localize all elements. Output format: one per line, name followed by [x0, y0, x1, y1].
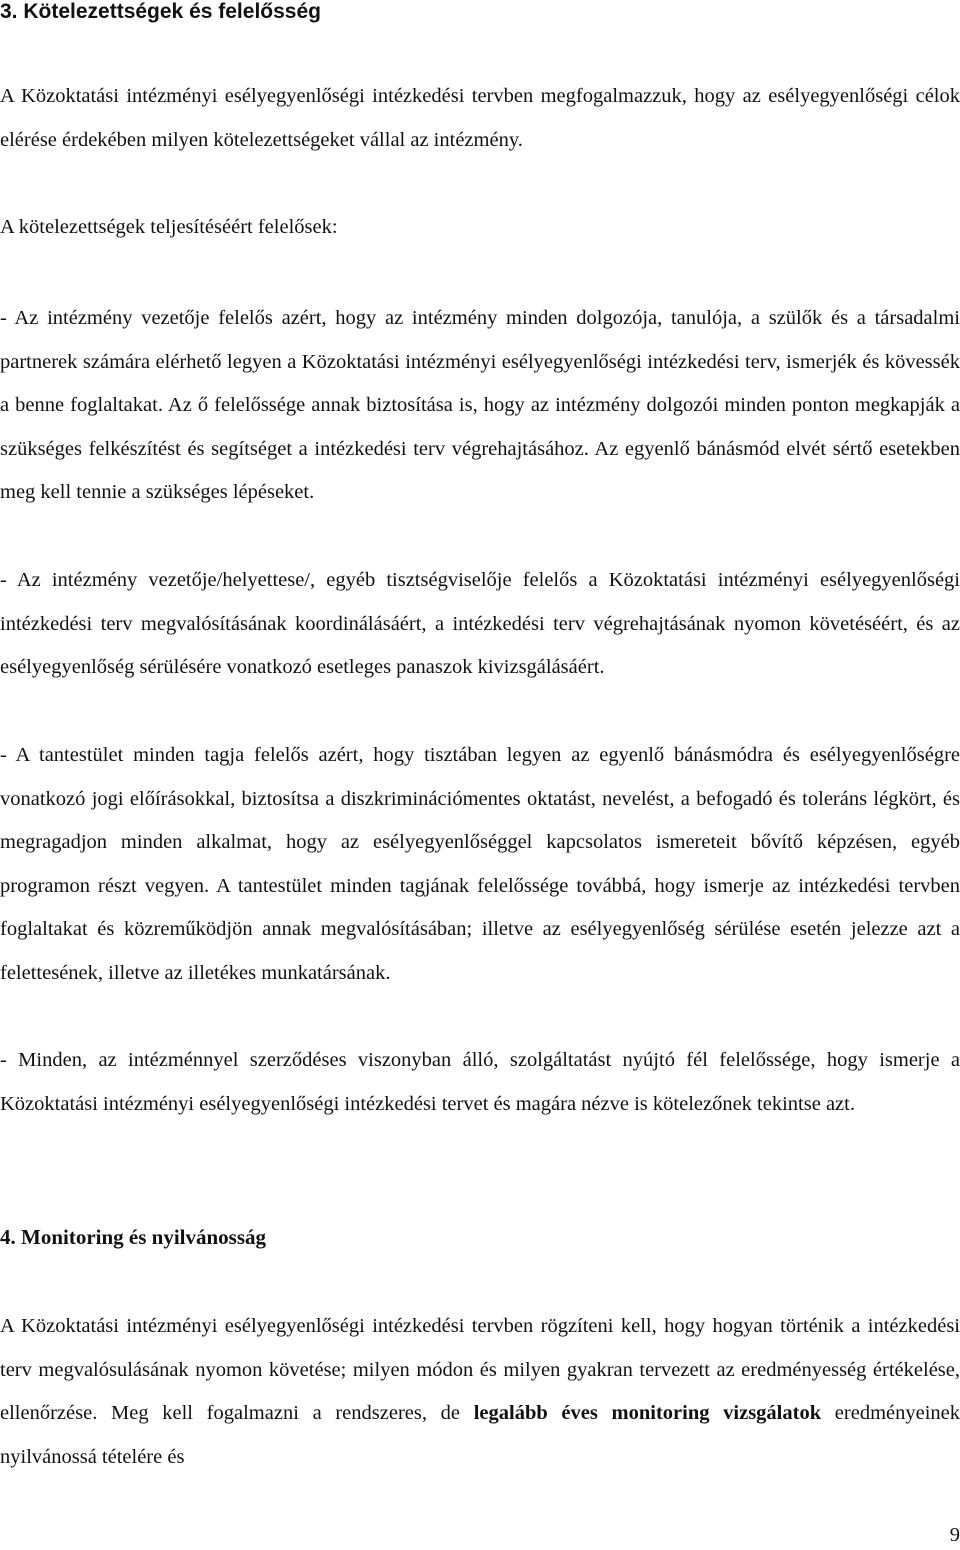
section-3-intro: A Közoktatási intézményi esélyegyenlőségi intézkedési tervben megfogalmazzuk, hogy az esélyegyenlőségi célok elérése érdekében milyen kötelezettségeket vállal az intézmény. [0, 85, 960, 151]
section-3-heading: 3. Kötelezettségek és felelősség [0, 0, 321, 23]
page-number: 9 [949, 1524, 960, 1546]
section-4-text: A Közoktatási intézményi esélyegyenlőségi intézkedési tervben rögzíteni kell, hogy hogyan történik a intézkedési terv megvalósulásának nyomon követése; milyen módon és milyen gyakran tervezett az eredményesség értékelése, ellenőrzése. Meg kell fogalmazni a rendszeres, de [0, 1315, 960, 1425]
responsibility-item-1: - Az intézmény vezetője felelős azért, hogy az intézmény minden dolgozója, tanulója, a szülők és a társadalmi partnerek számára elérhető legyen a Közoktatási intézményi esélyegyenlőségi intézkedési terv, ismerjék és kövessék a benne foglaltakat. Az ő felelőssége annak biztosítása is, hogy az intézmény dolgozói minden ponton megkapják a szükséges felkészítést és segítséget a intézkedési terv végrehajtásához. Az egyenlő bánásmód elvét sértő esetekben meg kell tennie a szükséges lépéseket. [0, 307, 960, 504]
section-4-paragraph [0, 1305, 960, 1479]
section-4-bold-text: legalább éves monitoring vizsgálatok [473, 1402, 822, 1425]
responsibility-item-3: - A tantestület minden tagja felelős azért, hogy tisztában legyen az egyenlő bánásmódra és esélyegyenlőségre vonatkozó jogi előírásokkal, biztosítsa a diszkriminációmentes oktatást, nevelést, a befogadó és toleráns légkört, és megragadjon minden alkalmat, hogy az esélyegyenlőséggel kapcsolatos ismereteit bővítő képzésen, egyéb programon részt vegyen. A tantestület minden tagjának felelőssége továbbá, hogy ismerje az intézkedési tervben foglaltakat és közreműködjön annak megvalósításában; illetve az esélyegyenlőség sérülése esetén jelezze azt a felettesének, illetve az illetékes munkatársának. [0, 744, 960, 984]
responsible-label: A kötelezettségek teljesítéséért felelősek: [0, 216, 338, 238]
responsibility-item-4: - Minden, az intézménnyel szerződéses viszonyban álló, szolgáltatást nyújtó fél felelőssége, hogy ismerje a Közoktatási intézményi esélyegyenlőségi intézkedési tervet és magára nézve is kötelezőnek tekintse azt. [0, 1049, 960, 1115]
responsibility-item-2: - Az intézmény vezetője/helyettese/, egyéb tisztségviselője felelős a Közoktatási intézményi esélyegyenlőségi intézkedési terv megvalósításának koordinálásáért, a intézkedési terv végrehajtásának nyomon követéséért, és az esélyegyenlőség sérülésére vonatkozó esetleges panaszok kivizsgálásáért. [0, 569, 960, 679]
section-4-heading: 4. Monitoring és nyilvánosság [0, 1225, 267, 1249]
section-4-text-end: eredményeinek nyilvánossá tételére és [0, 1402, 960, 1468]
